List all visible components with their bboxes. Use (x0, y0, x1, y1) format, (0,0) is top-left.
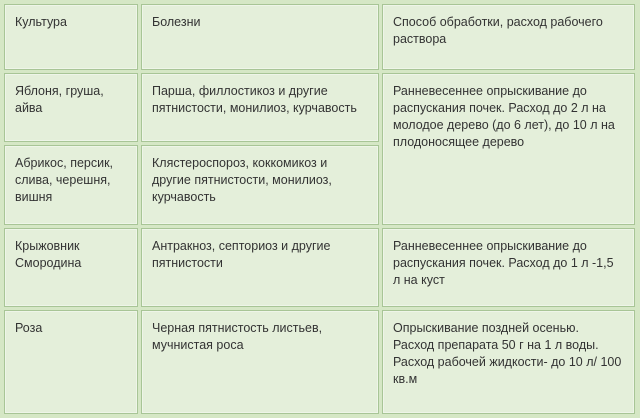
header-culture: Культура (15, 15, 67, 29)
header-treatment: Способ обработки, расход рабочего раствора (393, 15, 603, 46)
rows-1-2-treatment-cell (382, 73, 635, 225)
row-1-culture-cell (4, 73, 138, 142)
header-diseases-cell (141, 4, 379, 70)
header-treatment-cell (382, 4, 635, 70)
row-2-diseases-cell (141, 145, 379, 225)
row-3-culture: Крыжовник Смородина (15, 239, 82, 270)
row-2-diseases: Клястероспороз, коккомикоз и другие пятнистости, монилиоз, курчавость (152, 156, 332, 204)
row-1-culture: Яблоня, груша, айва (15, 84, 104, 115)
row-1-diseases: Парша, филлостикоз и другие пятнистости, монилиоз, курчавость (152, 84, 357, 115)
rows-1-2-treatment: Ранневесеннее опрыскивание до распускания почек. Расход до 2 л на молодое дерево (до 6 лет), до 10 л на плодоносящее дерево (393, 84, 615, 149)
row-4-diseases-cell (141, 310, 379, 414)
header-culture-cell (4, 4, 138, 70)
row-1-diseases-cell (141, 73, 379, 142)
row-4-treatment-cell (382, 310, 635, 414)
row-2-culture-cell (4, 145, 138, 225)
row-4-diseases: Черная пятнистость листьев, мучнистая роса (152, 321, 323, 352)
row-3-diseases: Антракноз, септориоз и другие пятнистости (152, 239, 331, 270)
row-3-treatment-cell (382, 228, 635, 307)
row-4-culture: Роза (15, 321, 43, 335)
row-4-culture-cell (4, 310, 138, 414)
row-3-culture-cell (4, 228, 138, 307)
header-diseases: Болезни (152, 15, 201, 29)
row-3-treatment: Ранневесеннее опрыскивание до распускания почек. Расход до 1 л -1,5 л на куст (393, 239, 614, 287)
row-2-culture: Абрикос, персик, слива, черешня, вишня (15, 156, 114, 204)
row-3-diseases-cell (141, 228, 379, 307)
row-4-treatment: Опрыскивание поздней осенью. Расход препарата 50 г на 1 л воды. Расход рабочей жидкости- до 10 л/ 100 кв.м (393, 321, 622, 386)
